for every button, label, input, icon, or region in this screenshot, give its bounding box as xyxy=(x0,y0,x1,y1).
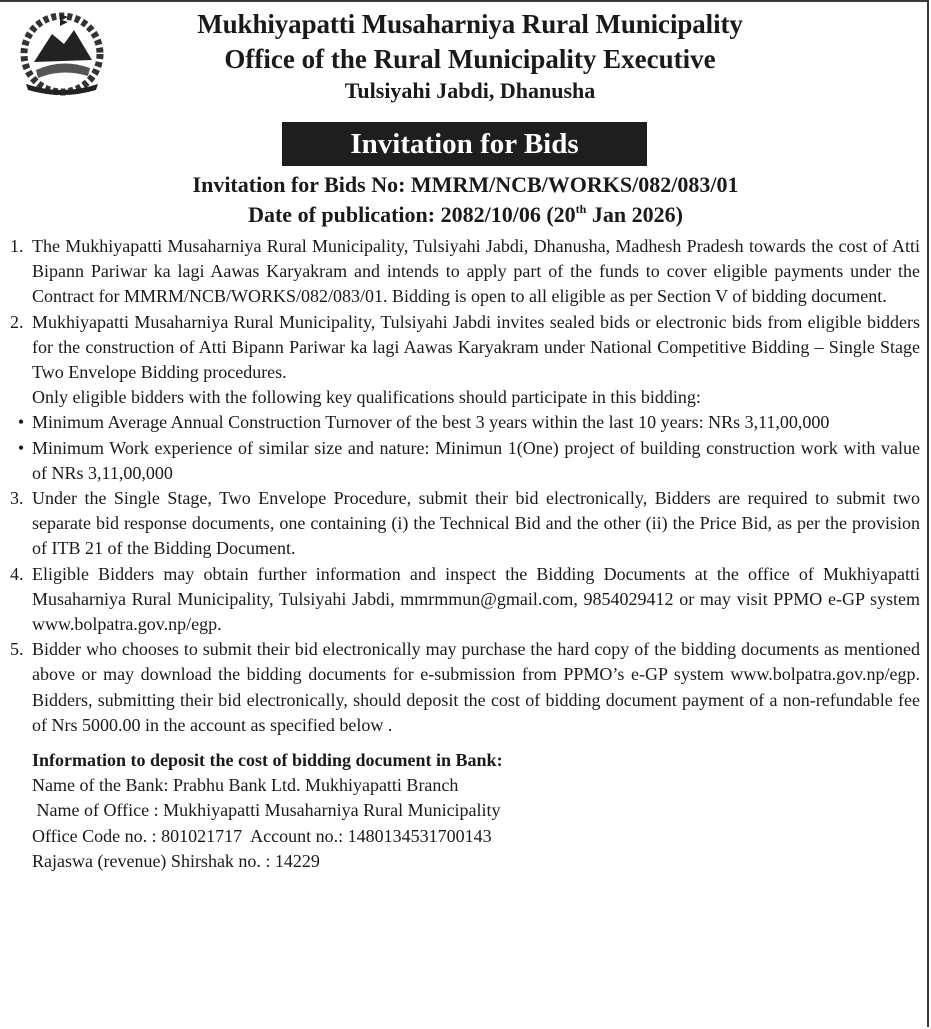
bullet-icon: • xyxy=(17,412,25,433)
header xyxy=(130,6,810,106)
clause-3: 3. Under the Single Stage, Two Envelope Procedure, submit their bid electronically, Bidders are required to submit two separate bid response documents, one containing (i) the Technical Bid and the other (ii) the Price Bid, as per the provision of ITB 21 of the Bidding Document. xyxy=(10,488,920,559)
qualification-item: • Minimum Work experience of similar size and nature: Minimun 1(One) project of building construction work with value of NRs 3,11,00,000 xyxy=(10,436,920,486)
revenue-heading-no: Rajaswa (revenue) Shirshak no. : 14229 xyxy=(32,850,320,871)
bullet-icon: • xyxy=(17,437,25,458)
account-codes: Office Code no. : 801021717 Account no.: 1480134531700143 xyxy=(32,825,492,846)
qualification-list xyxy=(10,410,920,486)
municipality-name: Mukhiyapatti Musaharniya Rural Municipality xyxy=(197,9,743,39)
qualification-intro: Only eligible bidders with the following key qualifications should participate in this bidding: xyxy=(32,387,701,408)
bid-number: Invitation for Bids No: MMRM/NCB/WORKS/082/083/01 xyxy=(192,172,739,197)
bank-info xyxy=(32,748,920,874)
nepal-emblem-icon xyxy=(12,10,112,96)
clause-5: 5. Bidder who chooses to submit their bid electronically may purchase the hard copy of the bidding documents as mentioned above or may download the bidding documents for e-submission from PPMO’s e-GP system www.bolpatra.gov.np/egp. Bidders, submitting their bid electronically, should deposit the cost of bidding document payment of a non-refundable fee of Nrs 5000.00 in the account as specified below . xyxy=(10,639,920,735)
clause-2: 2. Mukhiyapatti Musaharniya Rural Municipality, Tulsiyahi Jabdi invites sealed bids or electronic bids from eligible bidders for the construction of Atti Bipann Pariwar ka lagi Aawas Karyakram under National Competitive Bidding – Single Stage Two Envelope Bidding procedures. Only eligible bidders with the following key qualifications should participate in this bidding: • Minimum Average Annual Construction Turnover of the best 3 years within the last 10 years: NRs 3,11,00,000 • Minimum Work experience of similar size and nature: Minimun 1(One) project of building construction work with value of NRs 3,11,00,000 xyxy=(10,310,920,486)
publication-date: Date of publication: 2082/10/06 (20th Jan 2026) xyxy=(248,202,683,227)
bank-name: Name of the Bank: Prabhu Bank Ltd. Mukhiyapatti Branch xyxy=(32,775,459,796)
invitation-banner: Invitation for Bids xyxy=(282,122,647,166)
office-location: Tulsiyahi Jabdi, Dhanusha xyxy=(344,78,596,103)
office-name: Office of the Rural Municipality Executive xyxy=(224,44,716,74)
bank-info-title: Information to deposit the cost of bidding document in Bank: xyxy=(32,750,503,771)
office-account-name: Name of Office : Mukhiyapatti Musaharniya Rural Municipality xyxy=(32,800,501,821)
clause-1: 1. The Mukhiyapatti Musaharniya Rural Municipality, Tulsiyahi Jabdi, Dhanusha, Madhesh Pradesh towards the cost of Atti Bipann Pariwar ka lagi Aawas Karyakram and intends to apply part of the funds to cover eligible payments under the Contract for MMRM/NCB/WORKS/082/083/01. Bidding is open to all eligible as per Section V of bidding document. xyxy=(10,236,920,307)
clause-4: 4. Eligible Bidders may obtain further information and inspect the Bidding Documents at the office of Mukhiyapatti Musaharniya Rural Municipality, Tulsiyahi Jabdi, mmrmmun@gmail.com, 9854029412 or may visit PPMO e-GP system www.bolpatra.gov.np/egp. xyxy=(10,563,920,635)
notice-body xyxy=(10,234,920,874)
qualification-item: • Minimum Average Annual Construction Turnover of the best 3 years within the last 10 years: NRs 3,11,00,000 xyxy=(10,410,920,435)
